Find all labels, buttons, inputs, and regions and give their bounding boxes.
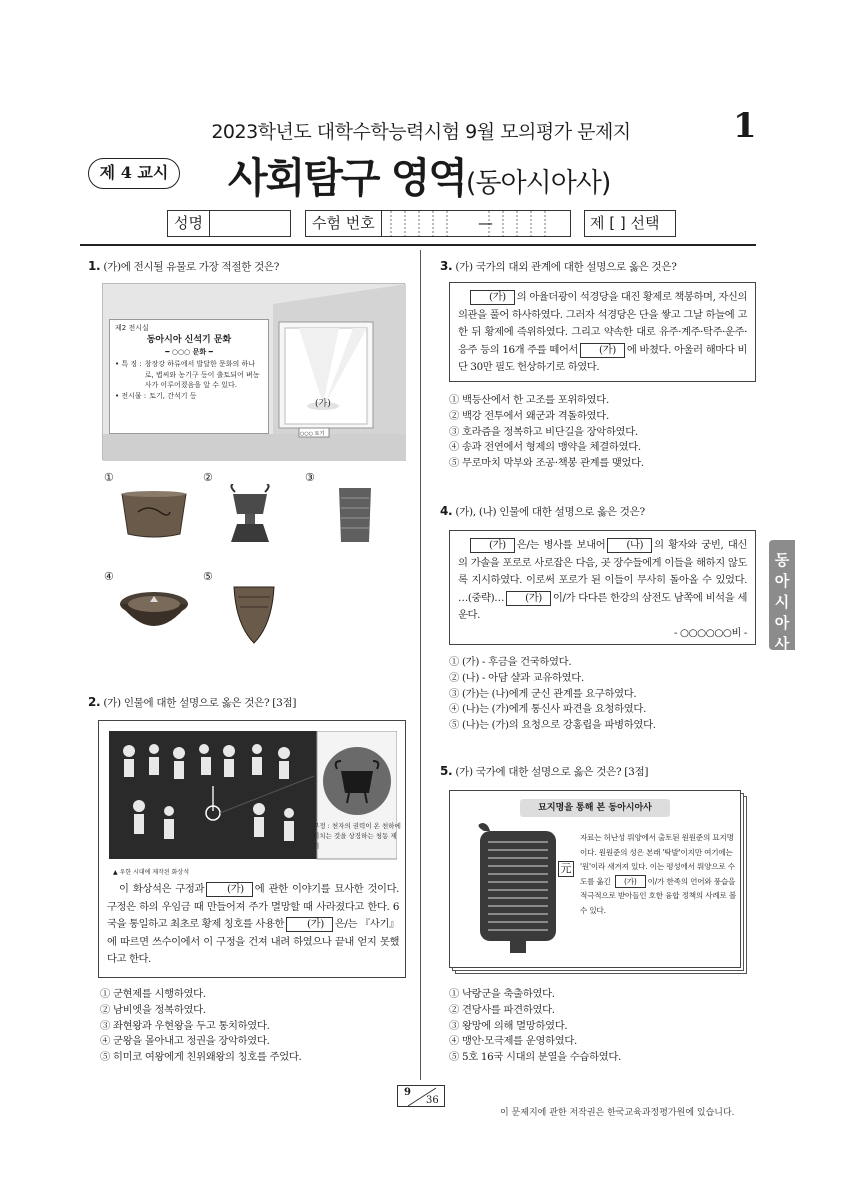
choice-3[interactable]: ③ (가)는 (나)에게 군신 관계를 요구하였다. — [449, 687, 637, 700]
choice-1[interactable]: ① 군현제를 시행하였다. — [100, 988, 206, 1000]
choice-4[interactable]: ④ 송과 전연에서 형제의 맹약을 체결하였다. — [449, 441, 641, 454]
subject-sub: (동아시아사) — [465, 168, 611, 199]
shallow-bowl-icon — [118, 588, 190, 638]
choice-1-marker[interactable]: ① — [104, 471, 114, 484]
choice-5[interactable]: ⑤ 무로마치 막부와 조공·책봉 관계를 맺었다. — [449, 457, 644, 470]
page-number: 1 — [733, 106, 757, 146]
choice-5[interactable]: ⑤ 히미코 여왕에게 친위왜왕의 칭호를 주었다. — [100, 1051, 302, 1064]
side-tab-char: 아 — [774, 614, 790, 632]
cylindrical-jar-icon — [335, 484, 375, 546]
name-label: 성명 — [168, 211, 210, 236]
selection-field[interactable] — [584, 210, 676, 237]
display-case-label: (가) — [315, 399, 331, 409]
choice-4-marker[interactable]: ④ — [104, 570, 114, 583]
question-text: (가)에 전시될 유물로 가장 적절한 것은? — [103, 261, 280, 273]
choice-4[interactable]: ④ 맹안·모극제를 운영하였다. — [449, 1035, 578, 1048]
epitaph-stone-image — [470, 823, 565, 963]
passage-text: 에 관한 이야기를 묘사한 것이다. 구정은 하의 우임금 때 만들어져 주가 멸망할 때 사라졌다고 한다. 6국을 통일하고 최초로 황제 칭호를 사용한 — [107, 883, 399, 930]
choice-3[interactable]: ③ 좌현왕과 우현왕을 두고 통치하였다. — [100, 1019, 270, 1032]
selection-label: 제 [ ] 선택 — [590, 214, 660, 232]
question-text: (가) 국가에 대한 설명으로 옳은 것은? [3점] — [455, 766, 649, 778]
stone-relief-image — [109, 731, 397, 881]
name-field[interactable] — [167, 210, 291, 237]
blank-ga: (가) — [615, 875, 646, 888]
period-badge: 제 4 교시 — [88, 158, 180, 189]
passage-text: 이/가 다다른 한강의 삼전도 남쪽에 비석을 세운다. — [458, 591, 747, 621]
question-number: 3. — [440, 259, 453, 273]
exhibit-text: 토기, 간석기 등 — [149, 391, 197, 400]
question-text: (가) 인물에 대한 설명으로 옳은 것은? [3점] — [103, 697, 297, 709]
side-tab-char: 동 — [774, 551, 790, 569]
passage-text: 의 황자와 궁빈, 대신의 가솔을 포로로 사로잡은 다음, 곳 장수들에게 이들을 해하지 않도록 지시하였다. 이로써 포로가 된 이들이 무사히 돌아올 수 있었다. …(중략)… — [458, 539, 747, 604]
choice-5-marker[interactable]: ⑤ — [203, 570, 213, 583]
seal-char-box: 元 — [558, 861, 574, 877]
page-current: 9 — [404, 1087, 411, 1098]
side-tab-char: 아 — [774, 572, 790, 590]
choice-4[interactable]: ④ 군왕을 몰아내고 정권을 장악하였다. — [100, 1035, 270, 1048]
choice-3[interactable]: ③ 호라즘을 정복하고 비단길을 장악하였다. — [449, 425, 638, 438]
choice-5[interactable]: ⑤ 5호 16국 시대의 분열을 수습하였다. — [449, 1051, 621, 1064]
feature-label: • 특 징 : — [115, 360, 142, 368]
side-tab-char: 사 — [774, 635, 790, 653]
question-5-stem — [440, 763, 648, 780]
choice-4[interactable]: ④ (나)는 (가)에게 통신사 파견을 요청하였다. — [449, 703, 647, 716]
choice-1[interactable]: ① (가) - 후금을 건국하였다. — [449, 656, 572, 668]
question-number: 1. — [88, 259, 101, 273]
passage-text: 에 바쳤다. 아울러 해마다 비단 30만 필도 헌상하기로 하였다. — [458, 343, 747, 373]
blank-ga: (가) — [580, 343, 625, 358]
epitaph-panel — [449, 790, 741, 968]
footer-page-indicator — [397, 1085, 445, 1107]
copyright-notice: 이 문제지에 관한 저작권은 한국교육과정평가원에 있습니다. — [500, 1108, 735, 1118]
question-4-stem — [440, 503, 645, 520]
question-3-choices — [449, 393, 644, 472]
passage-text: 이 화상석은 구정과 — [119, 883, 204, 895]
exhibit-subtitle: ━ ○○○ 문화 ━ — [165, 347, 213, 356]
feature-text: 창장강 하류에서 발달한 문화의 하나로, 볍씨와 농기구 등이 출토되어 벼농사가 이루어졌음을 알 수 있다. — [144, 360, 260, 389]
choice-5[interactable]: ⑤ (나)는 (가)의 요청으로 강홍립을 파병하였다. — [449, 719, 656, 732]
exam-number-dash: — — [478, 214, 493, 232]
passage-text: 의 아율더광이 석경당을 대진 황제로 책봉하며, 자신의 의관을 풀어 하사하였다. 그러자 석경당은 단을 쌓고 그날 하늘에 고한 뒤 황제에 즉위하였다. 그리고 약속한 대로 유주·계주·탁주·운주·응주 등의 16개 주를 떼어서 — [458, 291, 747, 356]
question-5-choices — [449, 987, 621, 1066]
choice-1[interactable]: ① 낙랑군을 축출하였다. — [449, 988, 555, 1000]
passage-text: 은/는 병사를 보내어 — [516, 539, 606, 551]
header-rule — [80, 244, 756, 246]
exam-title: 2023학년도 대학수학능력시험 9월 모의평가 문제지 — [211, 121, 631, 143]
pointed-base-pottery-icon — [232, 585, 276, 645]
question-5-source-box — [449, 790, 747, 974]
exhibit-room: 제2 전시실 — [115, 324, 149, 332]
exhibit-label: • 전시물 : — [115, 391, 147, 400]
question-3-stem — [440, 258, 677, 275]
blank-ga: (가) — [506, 591, 551, 606]
blank-ga: (가) — [286, 917, 333, 932]
choice-2[interactable]: ② (나) - 아담 샬과 교유하였다. — [449, 671, 584, 684]
side-tab-char: 시 — [774, 593, 790, 611]
choice-2[interactable]: ② 백강 전투에서 왜군과 격돌하였다. — [449, 409, 609, 422]
passage-text: 은/는 『사기』에 따르면 쓰수이에서 이 구정을 건져 내려 하였으나 끝내 얻지 못했다고 한다. — [107, 918, 399, 965]
choice-2[interactable]: ② 남비엣을 정복하였다. — [100, 1003, 206, 1016]
subject-main: 사회탐구 영역 — [228, 154, 466, 202]
question-4-passage — [449, 530, 756, 645]
bronze-ritual-vessel-icon — [225, 484, 275, 546]
ding-callout: 구정 : 천자의 권력이 온 천하에 미치는 것을 상징하는 청동 제기 — [313, 822, 401, 850]
choice-2[interactable]: ② 견당사를 파견하였다. — [449, 1003, 555, 1016]
choice-3-marker[interactable]: ③ — [305, 471, 315, 484]
choice-3[interactable]: ③ 왕망에 의해 멸망하였다. — [449, 1019, 568, 1032]
question-number: 2. — [88, 695, 101, 709]
question-text: (가) 국가의 대외 관계에 대한 설명으로 옳은 것은? — [455, 261, 677, 273]
exam-number-grid — [377, 211, 571, 236]
panel-description — [580, 831, 736, 918]
question-2-choices — [100, 987, 301, 1066]
question-2-source-box — [98, 720, 406, 978]
question-text: (가), (나) 인물에 대한 설명으로 옳은 것은? — [455, 506, 645, 518]
exam-number-field[interactable] — [305, 210, 571, 237]
panel-title: 묘지명을 통해 본 동아시아사 — [520, 799, 670, 817]
subject-side-tab — [769, 540, 795, 653]
display-case-tag: ○○○ 토기 — [300, 431, 325, 437]
page-total: 36 — [426, 1095, 439, 1106]
pig-pattern-pottery-icon — [118, 488, 190, 540]
museum-scene — [102, 283, 405, 460]
exhibit-panel — [109, 319, 269, 434]
choice-1[interactable]: ① 백등산에서 한 고조를 포위하였다. — [449, 394, 609, 406]
choice-2-marker[interactable]: ② — [203, 471, 213, 484]
exhibit-title: 동아시아 신석기 문화 — [146, 334, 232, 345]
subject-title — [228, 145, 610, 204]
blank-ga: (가) — [206, 882, 253, 897]
exam-number-label: 수험 번호 — [306, 211, 382, 236]
blank-ga: (가) — [470, 538, 515, 553]
blank-na: (나) — [607, 538, 652, 553]
relief-caption: ▲ 우한 시대에 제작된 화상석 — [113, 869, 189, 876]
column-divider — [420, 250, 421, 1080]
blank-ga: (가) — [470, 290, 515, 305]
passage-source: - ○○○○○○비 - — [674, 626, 747, 639]
panel-text: 자료는 허난성 뤄양에서 출토된 원원준의 묘지명이다. 원원준의 성은 본래 '탁발'이지만 여기에는 '원'이라 새겨져 있다. 이는 평성에서 뤄양으로 수도를 옮긴 — [580, 833, 735, 886]
question-4-choices — [449, 655, 656, 734]
question-1-stem — [88, 258, 279, 275]
question-number: 5. — [440, 764, 453, 778]
question-3-passage — [449, 282, 756, 382]
question-2-passage — [107, 881, 399, 969]
panel-text: 이/가 한족의 언어와 풍습을 적극적으로 받아들인 호한 융합 정책의 사례로 볼 수 있다. — [580, 876, 736, 915]
question-2-stem — [88, 694, 296, 711]
question-number: 4. — [440, 504, 453, 518]
